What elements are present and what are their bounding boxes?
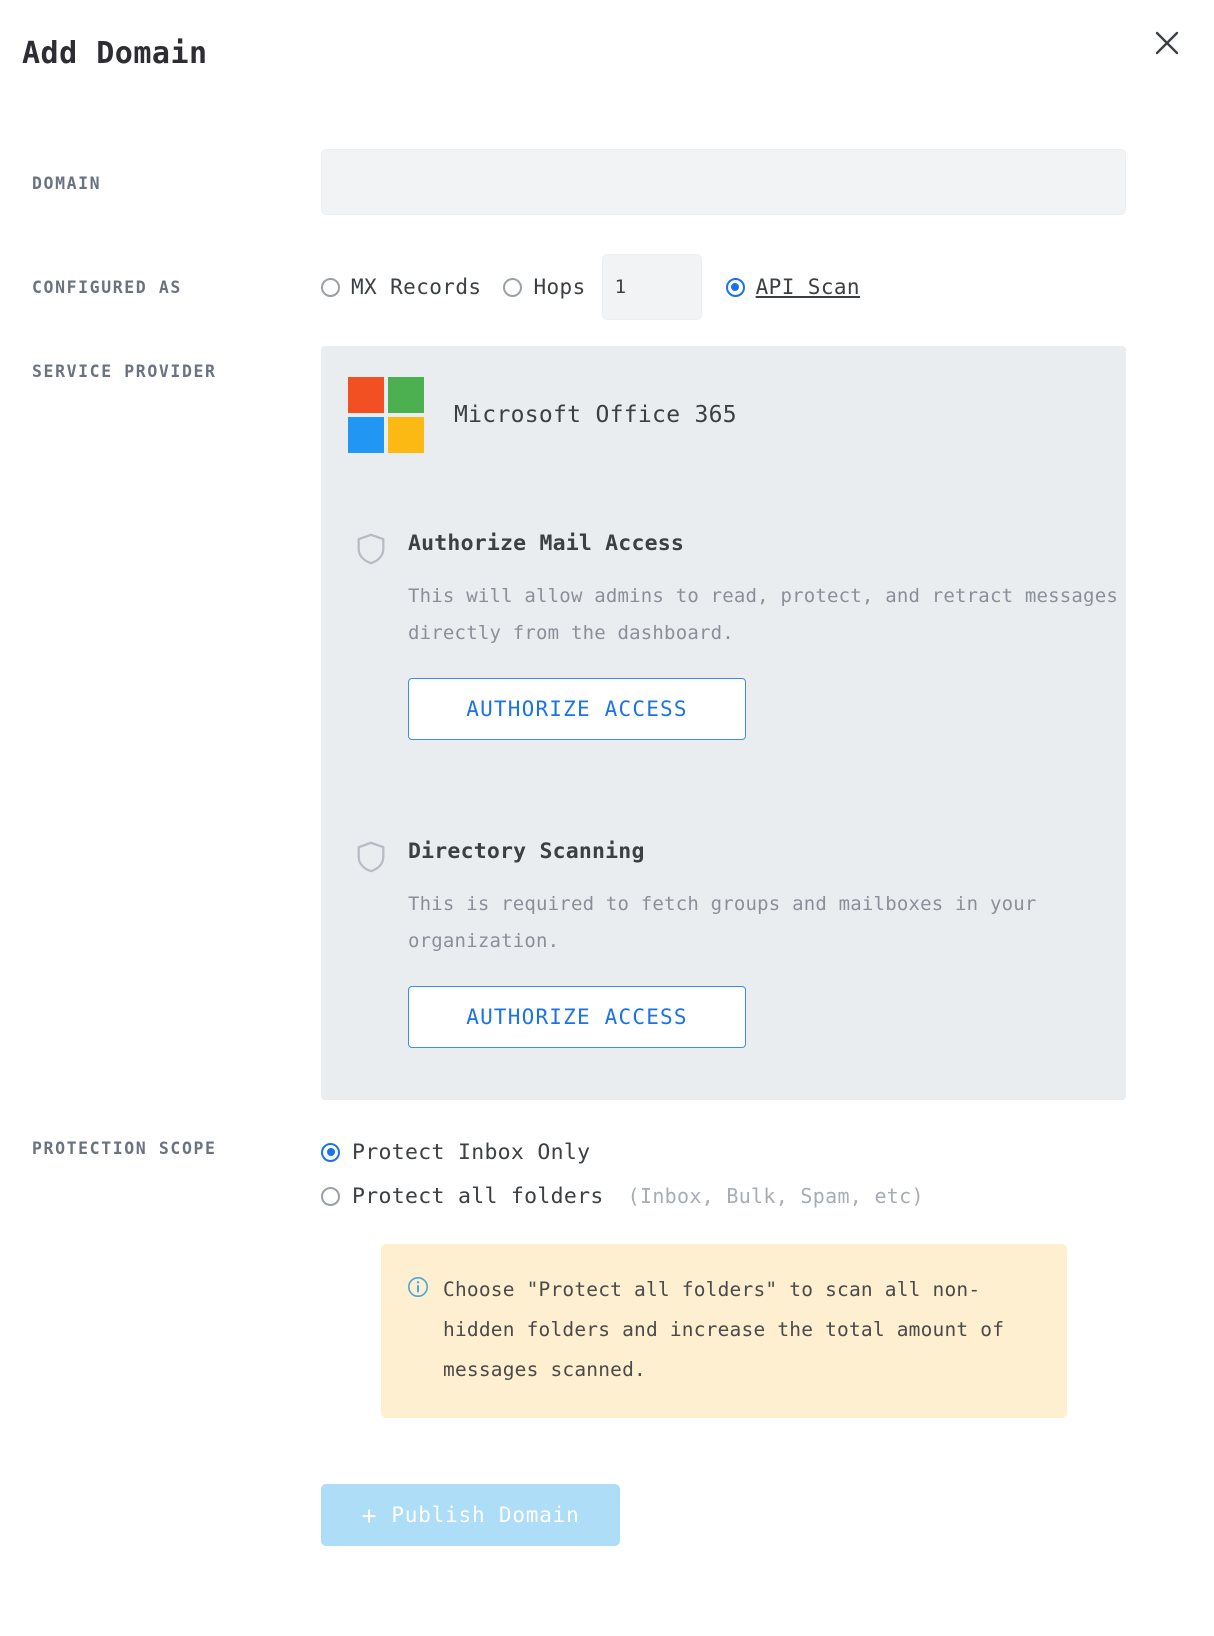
- directory-scanning-description: This is required to fetch groups and mailboxes in your organization.: [408, 893, 1037, 953]
- publish-domain-label: Publish Domain: [391, 1503, 580, 1527]
- radio-mx-records-circle: [321, 278, 340, 297]
- authorize-mail-access-section: [353, 531, 1118, 740]
- radio-protect-all-folders-circle: [321, 1187, 340, 1206]
- radio-protect-inbox-only-circle: [321, 1143, 340, 1162]
- authorize-mail-access-heading: Authorize Mail Access: [408, 531, 685, 556]
- service-provider-label: SERVICE PROVIDER: [32, 362, 217, 381]
- domain-input[interactable]: [321, 149, 1126, 215]
- radio-api-scan[interactable]: [726, 275, 860, 299]
- shield-icon: [356, 533, 386, 565]
- protection-scope-options: [321, 1130, 1126, 1418]
- close-icon[interactable]: [1146, 22, 1188, 64]
- publish-domain-button[interactable]: [321, 1484, 620, 1546]
- authorize-mail-access-description: This will allow admins to read, protect, and retract messages directly from the dashboard.: [408, 585, 1118, 645]
- protection-scope-notice-text: Choose "Protect all folders" to scan all non-hidden folders and increase the total amount of messages scanned.: [443, 1278, 1005, 1381]
- directory-scanning-button[interactable]: AUTHORIZE ACCESS: [408, 986, 746, 1048]
- radio-hops-label: Hops: [533, 275, 586, 299]
- authorize-mail-access-button[interactable]: AUTHORIZE ACCESS: [408, 678, 746, 740]
- radio-mx-records[interactable]: [321, 275, 481, 299]
- radio-hops-circle: [503, 278, 522, 297]
- plus-icon: +: [361, 1500, 378, 1530]
- close-icon-glyph: [1152, 28, 1182, 58]
- radio-api-scan-circle: [726, 278, 745, 297]
- domain-label: DOMAIN: [32, 174, 102, 193]
- configured-as-options: [321, 255, 1126, 319]
- radio-protect-all-folders-label: Protect all folders: [352, 1183, 604, 1209]
- radio-api-scan-label: API Scan: [755, 275, 860, 299]
- protection-scope-notice: [381, 1244, 1067, 1418]
- radio-protect-inbox-only-label: Protect Inbox Only: [352, 1139, 591, 1165]
- directory-scanning-section: [353, 839, 1093, 1048]
- configured-as-label: CONFIGURED AS: [32, 278, 182, 297]
- radio-protect-inbox-only[interactable]: [321, 1130, 1126, 1174]
- protection-scope-label: PROTECTION SCOPE: [32, 1139, 217, 1158]
- shield-icon: [356, 841, 386, 873]
- directory-scanning-heading: Directory Scanning: [408, 839, 645, 864]
- page-title: Add Domain: [22, 36, 208, 71]
- radio-protect-all-folders[interactable]: [321, 1174, 1126, 1218]
- info-icon: [407, 1276, 429, 1298]
- microsoft-logo-icon: [348, 377, 424, 453]
- provider-name: Microsoft Office 365: [454, 402, 737, 428]
- service-provider-panel: [321, 346, 1126, 1100]
- radio-hops[interactable]: [503, 275, 585, 299]
- radio-protect-all-folders-hint: (Inbox, Bulk, Spam, etc): [627, 1184, 924, 1208]
- hops-input[interactable]: [602, 254, 702, 320]
- radio-mx-records-label: MX Records: [351, 275, 482, 299]
